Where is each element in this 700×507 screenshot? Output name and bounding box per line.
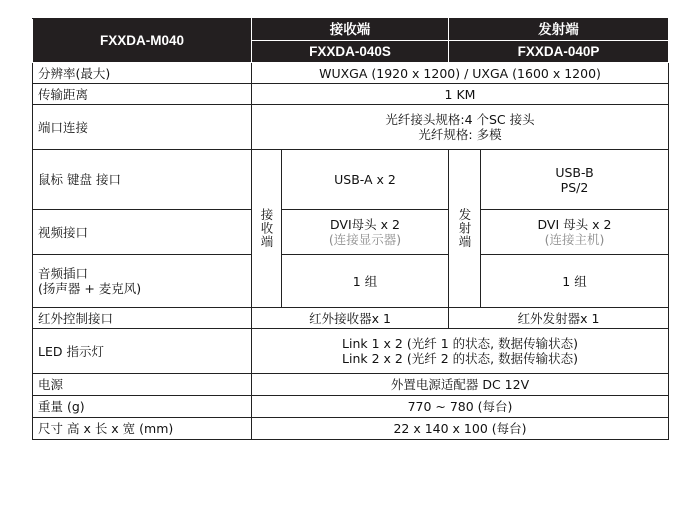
weight-value: 770 ~ 780 (每台) [252, 396, 669, 418]
port-label: 端口连接 [33, 105, 252, 150]
port-value [252, 105, 669, 150]
kbm-transmitter-line-2: PS/2 [560, 179, 589, 195]
kbm-receiver: USB-A x 2 [282, 150, 449, 210]
led-value [252, 329, 669, 374]
audio-transmitter: 1 组 [481, 255, 669, 308]
kbm-transmitter [481, 150, 669, 210]
size-label: 尺寸 高 x 长 x 宽 (mm) [33, 418, 252, 440]
weight-label: 重量 (g) [33, 396, 252, 418]
kbm-transmitter-line-1: USB-B [555, 164, 594, 180]
spec-table [32, 18, 669, 440]
row-led [33, 329, 669, 374]
receiver-model: FXXDA-040S [252, 41, 449, 63]
video-receiver-value: DVI母头 x 2 [330, 217, 400, 232]
transmitter-header: 发射端 [449, 19, 669, 41]
receiver-header: 接收端 [252, 19, 449, 41]
video-receiver-note: (连接显示器) [328, 232, 402, 247]
video-transmitter-value: DVI 母头 x 2 [537, 217, 612, 232]
led-line-1: Link 1 x 2 (光纤 1 的状态, 数据传输状态) [342, 336, 578, 351]
row-resolution [33, 63, 669, 84]
power-label: 电源 [33, 374, 252, 396]
video-transmitter [481, 210, 669, 255]
audio-label [33, 255, 252, 308]
row-port [33, 105, 669, 150]
row-distance [33, 84, 669, 105]
ir-transmitter: 红外发射器x 1 [449, 308, 669, 329]
distance-label: 传输距离 [33, 84, 252, 105]
video-label: 视频接口 [33, 210, 252, 255]
resolution-label: 分辨率(最大) [33, 63, 252, 84]
video-transmitter-note: (连接主机) [544, 232, 605, 247]
transmitter-model: FXXDA-040P [449, 41, 669, 63]
resolution-value: WUXGA (1920 x 1200) / UXGA (1600 x 1200) [252, 63, 669, 84]
receiver-side-label: 接收端 [252, 150, 282, 308]
power-value: 外置电源适配器 DC 12V [252, 374, 669, 396]
model-header: FXXDA-M040 [33, 19, 252, 63]
led-label: LED 指示灯 [33, 329, 252, 374]
video-receiver [282, 210, 449, 255]
header-row-1 [33, 19, 669, 41]
row-video [33, 210, 669, 255]
size-value: 22 x 140 x 100 (每台) [252, 418, 669, 440]
audio-receiver: 1 组 [282, 255, 449, 308]
row-ir [33, 308, 669, 329]
row-weight [33, 396, 669, 418]
distance-value: 1 KM [252, 84, 669, 105]
kbm-label: 鼠标 键盘 接口 [33, 150, 252, 210]
led-line-2: Link 2 x 2 (光纤 2 的状态, 数据传输状态) [342, 351, 578, 366]
audio-label-line-1: 音频插口 [38, 266, 89, 281]
ir-receiver: 红外接收器x 1 [252, 308, 449, 329]
row-power [33, 374, 669, 396]
row-kbm [33, 150, 669, 210]
row-audio [33, 255, 669, 308]
port-line-2: 光纤规格: 多模 [418, 127, 502, 142]
port-line-1: 光纤接头规格:4 个SC 接头 [385, 112, 535, 127]
audio-label-line-2: (扬声器 + 麦克风) [38, 281, 142, 296]
transmitter-side-label: 发射端 [449, 150, 481, 308]
ir-label: 红外控制接口 [33, 308, 252, 329]
row-size [33, 418, 669, 440]
